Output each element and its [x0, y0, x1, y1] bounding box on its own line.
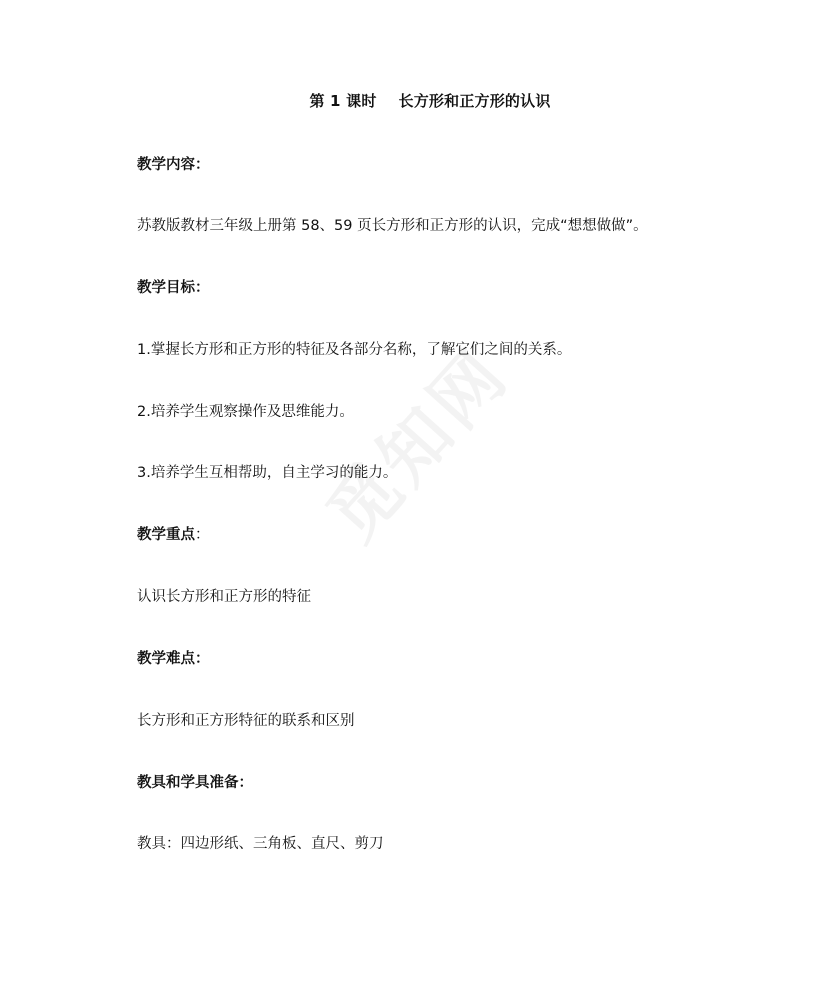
- key-points-colon: ：: [195, 527, 210, 543]
- goal-item-2: 2.培养学生观察操作及思维能力。: [137, 404, 354, 420]
- key-points-text: 认识长方形和正方形的特征: [137, 589, 311, 605]
- goal-item-1: 1.掌握长方形和正方形的特征及各部分名称，了解它们之间的关系。: [137, 342, 572, 358]
- key-points-heading: [137, 523, 210, 544]
- lesson-number: 第 1 课时: [309, 92, 377, 110]
- page-title: [0, 90, 830, 111]
- content-heading: 教学内容：: [137, 157, 210, 173]
- difficulty-heading: 教学难点：: [137, 651, 210, 667]
- key-points-heading-label: 教学重点: [137, 527, 195, 543]
- difficulty-text: 长方形和正方形特征的联系和区别: [137, 713, 355, 729]
- tools-text: 教具：四边形纸、三角板、直尺、剪刀: [137, 836, 384, 852]
- goal-item-3: 3.培养学生互相帮助，自主学习的能力。: [137, 465, 398, 481]
- goals-heading: 教学目标：: [137, 280, 210, 296]
- tools-heading: 教具和学具准备：: [137, 775, 253, 791]
- lesson-topic: 长方形和正方形的认识: [398, 92, 551, 110]
- content-text: 苏教版教材三年级上册第 58、59 页长方形和正方形的认识，完成“想想做做”。: [137, 218, 648, 234]
